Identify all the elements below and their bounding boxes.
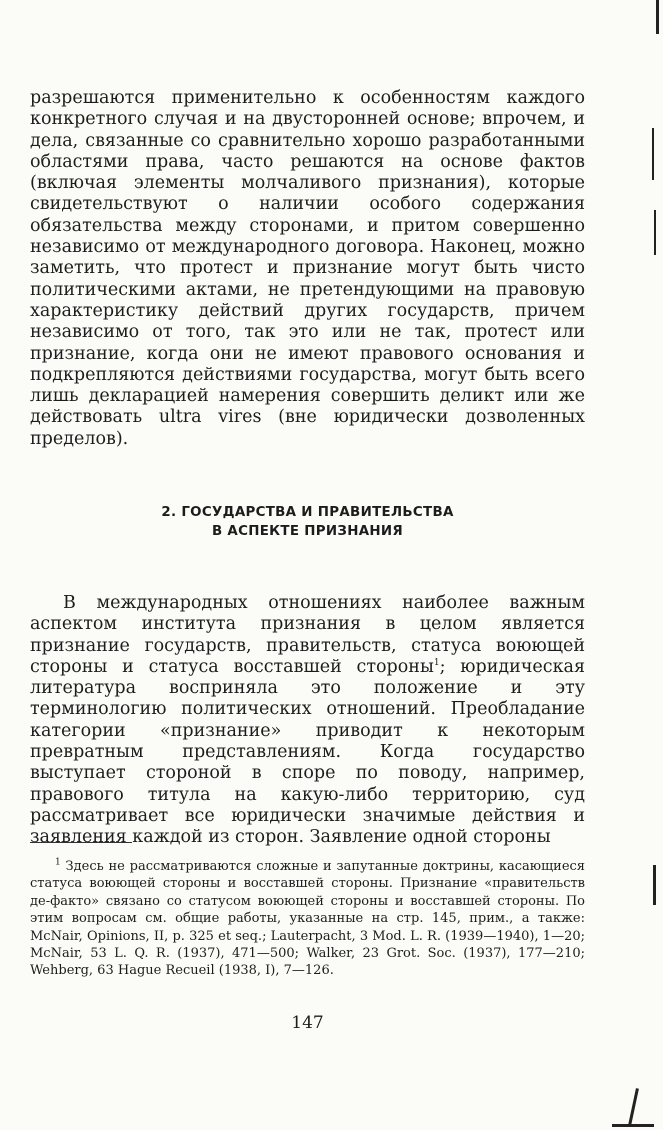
- footnote-marker: 1: [55, 857, 61, 868]
- page-number: 147: [291, 1013, 324, 1033]
- paragraph-continued: разрешаются применительно к особенностям каждого конкретного случая и на двусторонней основе; впрочем, и дела, связанные со сравнительно хорошо разработанными областями права, часто решаются на основе фактов (включая элементы молчаливого признания), которые свидетельствуют о наличии особого содержания обязательства между сторонами, и притом совершенно независимо от международного договора. Наконец, можно заметить, что протест и признание могут быть чисто политическими актами, не претендующими на правовую характеристику действий других государств, причем независимо от того, так это или не так, протест или признание, когда они не имеют правового основания и подкрепляются действиями государства, могут быть всего лишь декларацией намерения совершить деликт или же действовать ultra vires (вне юридически дозволенных пределов).: [30, 88, 585, 449]
- section-heading-line-1: 2. ГОСУДАРСТВА И ПРАВИТЕЛЬСТВА: [161, 505, 454, 520]
- footnote-text: Здесь не рассматриваются сложные и запутанные доктрины, касающиеся статуса воюющей стороны и восставшей стороны. Признание «правительств де-факто» связано со статусом воюющей стороны и восставшей стороны. По этим вопросам см. общие работы, указанные на стр. 145, прим., а также: McNair, Opinions, II, p. 325 et seq.; Lauterpacht, 3 Mod. L. R. (1939—1940), 1—20; McNair, 53 L. Q. R. (1937), 471—500; Walker, 23 Grot. Soc. (1937), 177—210; Wehberg, 63 Hague Recueil (1938, I), 7—126.: [30, 859, 585, 979]
- section-heading-line-2: В АСПЕКТЕ ПРИЗНАНИЯ: [211, 524, 404, 539]
- paragraph-text-before-ref: В международных отношениях наиболее важным аспектом института признания в целом является признание государств, правительств, статуса воюющей стороны и статуса восставшей стороны: [30, 593, 585, 677]
- footnote-reference: 1: [433, 658, 440, 669]
- scan-edge-mark: [628, 1088, 639, 1126]
- paragraph-section-intro: [30, 593, 585, 849]
- scan-edge-mark: [652, 128, 654, 180]
- scan-edge-mark: [653, 865, 656, 905]
- scan-edge-mark: [654, 210, 656, 255]
- paragraph-text-after-ref: ; юридическая литература восприняла это положение и эту терминологию политических отношений. Преобладание категории «признание» приводит к некоторым превратным представлениям. Когда государство выступает стороной в споре по поводу, например, правового титула на какую-либо территорию, суд рассматривает все юридически значимые действия и заявления каждой из сторон. Заявление одной стороны: [30, 656, 585, 848]
- scan-edge-mark: [656, 0, 659, 34]
- scan-edge-mark: [612, 1124, 654, 1127]
- section-heading: [30, 503, 585, 541]
- footnote-divider: [30, 842, 132, 843]
- footnote: [30, 858, 585, 980]
